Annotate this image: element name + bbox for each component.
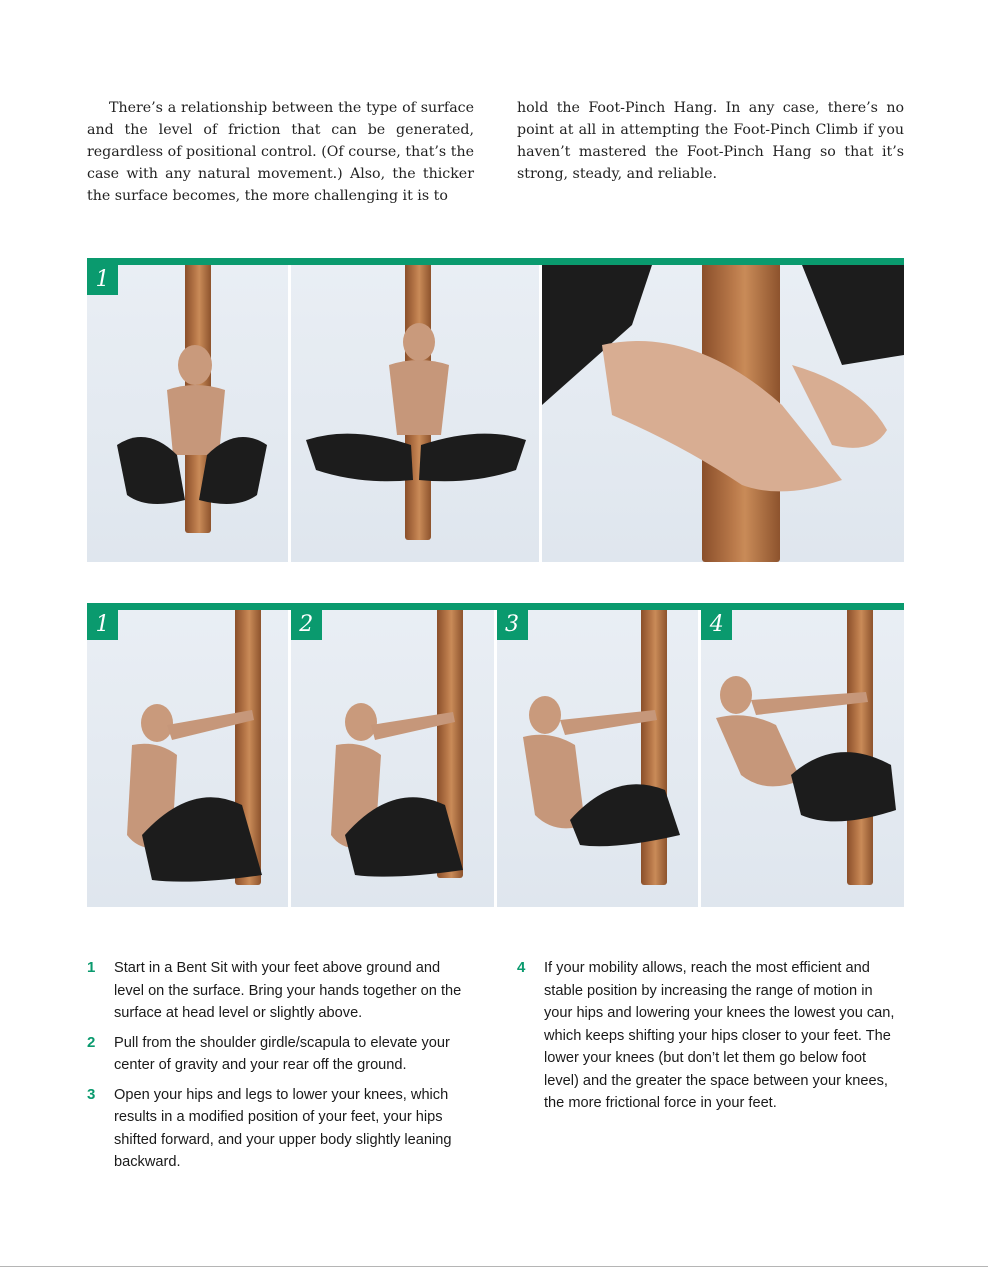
photo-step-4 (701, 610, 904, 907)
foot-closeup (542, 265, 904, 562)
photo-step-2 (291, 610, 494, 907)
photo-number-badge: 1 (87, 610, 118, 640)
athlete-figure (301, 320, 531, 510)
intro-text (87, 97, 904, 207)
list-item (517, 957, 904, 1115)
photo-number-badge: 3 (497, 610, 528, 640)
list-item (87, 957, 474, 1025)
photo-bent-sit-lifted (291, 265, 539, 562)
photo-bent-sit-front (87, 265, 288, 562)
photo-number-badge: 1 (87, 265, 118, 295)
page-bottom-rule (0, 1266, 988, 1267)
step-number: 3 (87, 1085, 96, 1103)
steps-right-column (517, 957, 904, 1181)
athlete-figure (505, 685, 690, 865)
photo-strip-sequence (87, 603, 904, 907)
step-instructions (87, 957, 904, 1181)
strip-accent-bar (87, 258, 904, 265)
athlete-figure (107, 335, 277, 535)
photo-number-badge: 2 (291, 610, 322, 640)
step-text: Start in a Bent Sit with your feet above ground and level on the surface. Bring your hands together on the surface at head level or slightly above. (114, 960, 462, 1021)
step-number: 4 (517, 959, 526, 976)
photo-foot-pinch-closeup (542, 265, 904, 562)
step-number: 1 (87, 959, 96, 976)
step-number: 2 (87, 1033, 96, 1051)
athlete-figure (303, 690, 483, 890)
step-text: If your mobility allows, reach the most efficient and stable position by increasing the range of motion in your hips and lowering your knees the lowest you can, which keeps shifting your hips closer to your feet. The lower your knees (but don’t let them go below foot level) and the greater the space between your knees, the more frictional force in your feet. (544, 960, 895, 1111)
strip-accent-bar (87, 603, 904, 610)
steps-left-column (87, 957, 474, 1181)
intro-paragraph-right: hold the Foot-Pinch Hang. In any case, there’s no point at all in attempting the Foot-Pinch Climb if you haven’t mastered the Foot-Pinch Hang so that it’s strong, steady, and reliable. (517, 100, 904, 182)
list-item (87, 1032, 474, 1077)
photo-step-3 (497, 610, 699, 907)
athlete-figure (102, 685, 282, 895)
step-text: Pull from the shoulder girdle/scapula to elevate your center of gravity and your rear off the ground. (114, 1034, 450, 1073)
step-text: Open your hips and legs to lower your knees, which results in a modified position of your feet, your hips shifted forward, and your upper body slightly leaning backward. (114, 1086, 452, 1170)
photo-step-1 (87, 610, 288, 907)
photo-strip-top (87, 258, 904, 562)
photo-number-badge: 4 (701, 610, 732, 640)
athlete-figure (706, 670, 901, 850)
list-item (87, 1084, 474, 1174)
intro-paragraph-left: There’s a relationship between the type of surface and the level of friction that can be generated, regardless of positional control. (Of course, that’s the case with any natural movement.) Also, the thicker the surface becomes, the more challenging it is to (87, 100, 474, 204)
